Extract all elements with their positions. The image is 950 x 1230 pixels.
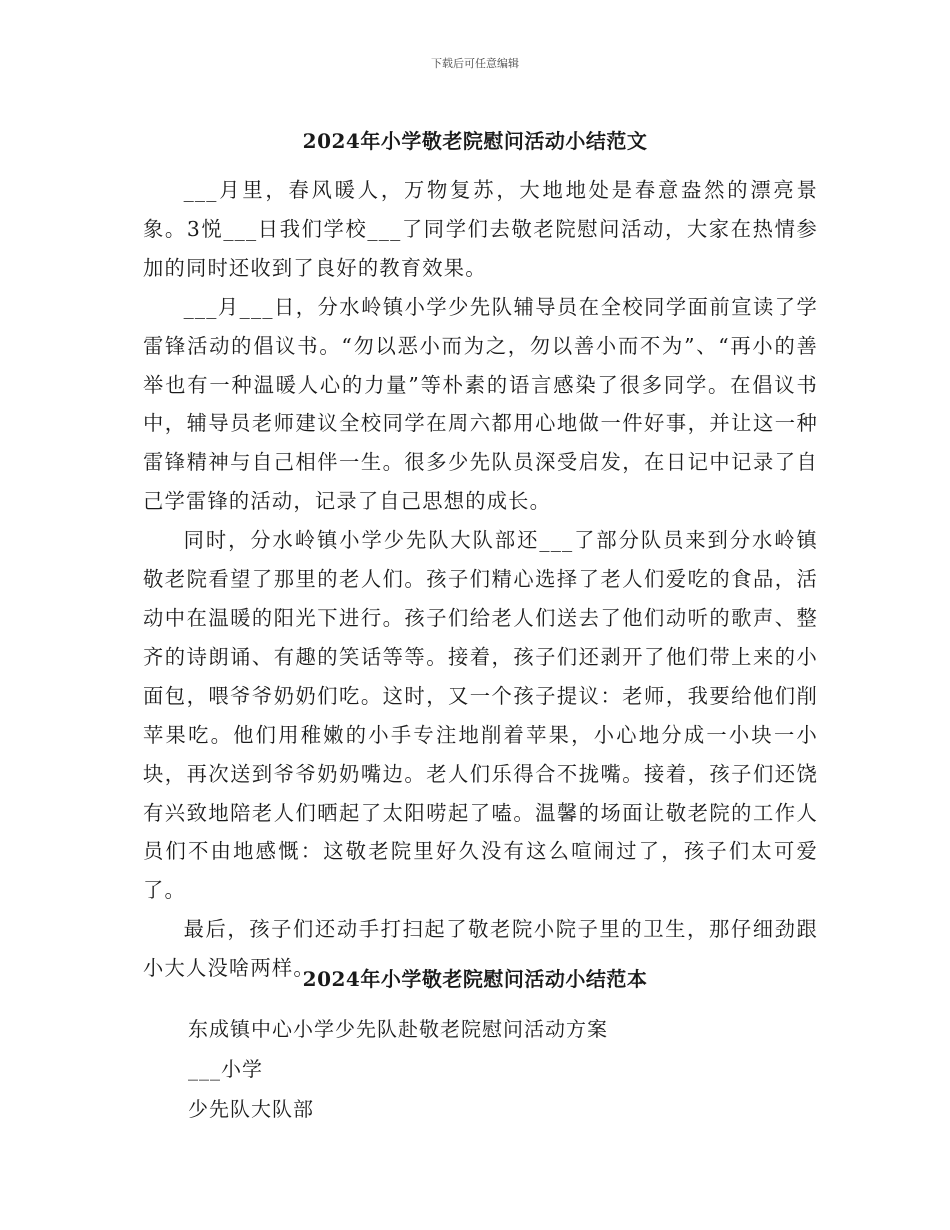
section-body — [143, 171, 818, 988]
paragraph: 同时，分水岭镇小学少先队大队部还___了部分队员来到分水岭镇敬老院看望了那里的老人们。孩子们精心选择了老人们爱吃的食品，活动中在温暖的阳光下进行。孩子们给老人们送去了他们动听的歌声、整齐的诗朗诵、有趣的笑话等等。接着，孩子们还剥开了他们带上来的小面包，喂爷爷奶奶们吃。这时，又一个孩子提议：老师，我要给他们削苹果吃。他们用稚嫩的小手专注地削着苹果，小心地分成一小块一小块，再次送到爷爷奶奶嘴边。老人们乐得合不拢嘴。接着，孩子们还饶有兴致地陪老人们晒起了太阳唠起了嗑。温馨的场面让敬老院的工作人员们不由地感慨：这敬老院里好久没有这么喧闹过了，孩子们太可爱了。 — [143, 528, 818, 903]
text-line: 东成镇中心小学少先队赴敬老院慰问活动方案 — [188, 1017, 608, 1041]
paragraph: ___月___日，分水岭镇小学少先队辅导员在全校同学面前宣读了学雷锋活动的倡议书。“勿以恶小而为之，勿以善小而不为”、“再小的善举也有一种温暖人心的力量”等朴素的语言感染了很多同学。在倡议书中，辅导员老师建议全校同学在周六都用心地做一件好事，并让这一种雷锋精神与自己相伴一生。很多少先队员深受启发，在日记中记录了自己学雷锋的活动，记录了自己思想的成长。 — [143, 294, 818, 514]
text-line: 少先队大队部 — [188, 1097, 314, 1121]
paragraph: ___月里，春风暖人，万物复苏，大地地处是春意盎然的漂亮景象。3悦___日我们学校___了同学们去敬老院慰问活动，大家在热情参加的同时还收到了良好的教育效果。 — [143, 178, 818, 280]
document-title: 2024年小学敬老院慰问活动小结范文 — [302, 129, 648, 153]
paragraph: 最后，孩子们还动手打扫起了敬老院小院子里的卫生，那仔细劲跟小大人没啥两样。 — [143, 917, 818, 981]
page-header-note: 下载后可任意编辑 — [431, 57, 519, 70]
section2-lines — [188, 1009, 788, 1129]
section-title: 2024年小学敬老院慰问活动小结范本 — [302, 967, 648, 991]
text-line: ___小学 — [188, 1057, 263, 1081]
